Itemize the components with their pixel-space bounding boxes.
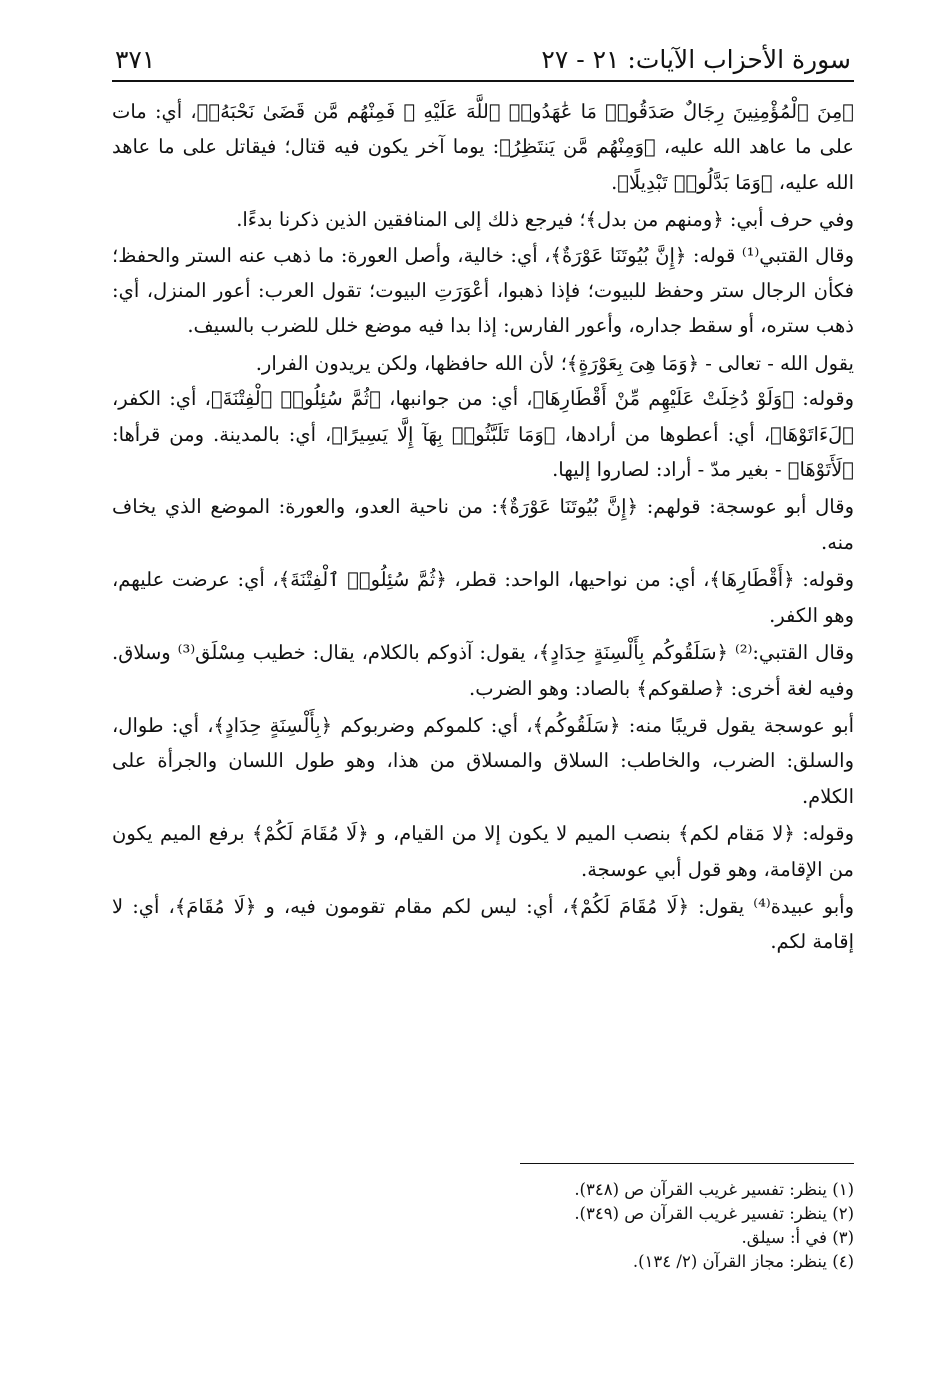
footnotes [440, 1178, 854, 1274]
footnote-rule [520, 1163, 854, 1164]
paragraph: ﴿مِنَ ٱلْمُؤْمِنِينَ رِجَالٌ صَدَقُوا۟ مَا عَٰهَدُوا۟ ٱللَّهَ عَلَيْهِ ۖ فَمِنْهُم مَّن قَضَىٰ نَحْبَهُۥ﴾، أي: مات على ما عاهد الله عليه، ﴿وَمِنْهُم مَّن يَنتَظِرُ﴾: يوما آخر يكون فيه قتال؛ فيقاتل على ما عاهد الله عليه، ﴿وَمَا بَدَّلُوا۟ تَبْدِيلًا﴾. [112, 100, 854, 194]
paragraph: وقوله: ﴿أَقْطَارِهَا﴾، أي: من نواحيها، الواحد: قطر، ﴿ثُمَّ سُئِلُوا۟ ٱلْفِتْنَةَ﴾، أي: عرضت عليهم، وهو الكفر. [112, 568, 854, 627]
paragraph: وأبو عبيدة⁽⁴⁾ يقول: ﴿لَا مُقَامَ لَكُمْ﴾، أي: ليس لكم مقام تقومون فيه، و ﴿لَا مُقَامَ﴾، أي: لا إقامة لكم. [112, 894, 854, 954]
paragraph: يقول الله - تعالى - ﴿وَمَا هِىَ بِعَوْرَةٍ﴾؛ لأن الله حافظها، ولكن يريدون الفرار. [255, 351, 854, 375]
paragraph: وقوله: ﴿لا مَقام لكم﴾ بنصب الميم لا يكون إلا من القيام، و ﴿لَا مُقَامَ لَكُمْ﴾ برفع الميم يكون من الإقامة، وهو قول أبي عوسجة. [112, 822, 854, 881]
body-text [112, 94, 854, 960]
footnote: (١) ينظر: تفسير غريب القرآن ص (٣٤٨). [574, 1180, 854, 1199]
paragraph: وقال أبو عوسجة: قولهم: ﴿إِنَّ بُيُوتَنَا عَوْرَةٌ﴾: من ناحية العدو، والعورة: الموضع الذي يخاف منه. [112, 495, 854, 554]
page-header [115, 30, 851, 74]
footnote: (٢) ينظر: تفسير غريب القرآن ص (٣٤٩). [574, 1204, 854, 1223]
footnote: (٤) ينظر: مجاز القرآن (٢/ ١٣٤). [632, 1252, 854, 1271]
header-rule [112, 80, 854, 82]
paragraph: وقال القتبي:⁽²⁾ ﴿سَلَقُوكُم بِأَلْسِنَةٍ حِدَادٍ﴾، يقول: آذوكم بالكلام، يقال: خطيب مِسْلَق⁽³⁾ وسلاق. وفيه لغة أخرى: ﴿صلقوكم﴾ بالصاد: وهو الضرب. [112, 641, 854, 700]
paragraph: وقوله: ﴿وَلَوْ دُخِلَتْ عَلَيْهِم مِّنْ أَقْطَارِهَا﴾، أي: من جوانبها، ﴿ثُمَّ سُئِلُوا۟ ٱلْفِتْنَةَ﴾، أي: الكفر، ﴿لَءَاتَوْهَا﴾، أي: أعطوها من أرادها، ﴿وَمَا تَلَبَّثُوا۟ بِهَآ إِلَّا يَسِيرًا﴾، أي: بالمدينة. ومن قرأها: ﴿لَأَتَوْهَا﴾ - بغير مدّ - أراد: لصاروا إليها. [112, 387, 854, 482]
paragraph: وفي حرف أبي: ﴿ومنهم من بدل﴾؛ فيرجع ذلك إلى المنافقين الذين ذكرنا بدءًا. [236, 208, 854, 232]
running-title: سورة الأحزاب الآيات: ٢١ - ٢٧ [541, 45, 851, 74]
paragraph: أبو عوسجة يقول قريبًا منه: ﴿سَلَقُوكُم﴾، أي: كلموكم وضربوكم ﴿بِأَلْسِنَةٍ حِدَادٍ﴾، أي: طوال، والسلق: الضرب، والخاطب: السلاق والمسلاق من هذا، وهو طول اللسان والجرأة على الكلام. [112, 713, 854, 808]
page-number: ٣٧١ [115, 45, 156, 74]
paragraph: وقال القتبي⁽¹⁾ قوله: ﴿إِنَّ بُيُوتَنَا عَوْرَةٌ﴾، أي: خالية، وأصل العورة: ما ذهب عنه الستر والحفظ؛ فكأن الرجال ستر وحفظ للبيوت؛ فإذا ذهبوا، أعْوَرَتِ البيوت؛ تقول العرب: أعور المنزل، أي: ذهب ستره، أو سقط جداره، وأعور الفارس: إذا بدا فيه موضع خلل للضرب بالسيف. [112, 243, 854, 338]
footnote: (٣) في أ: سيلق. [741, 1228, 854, 1247]
